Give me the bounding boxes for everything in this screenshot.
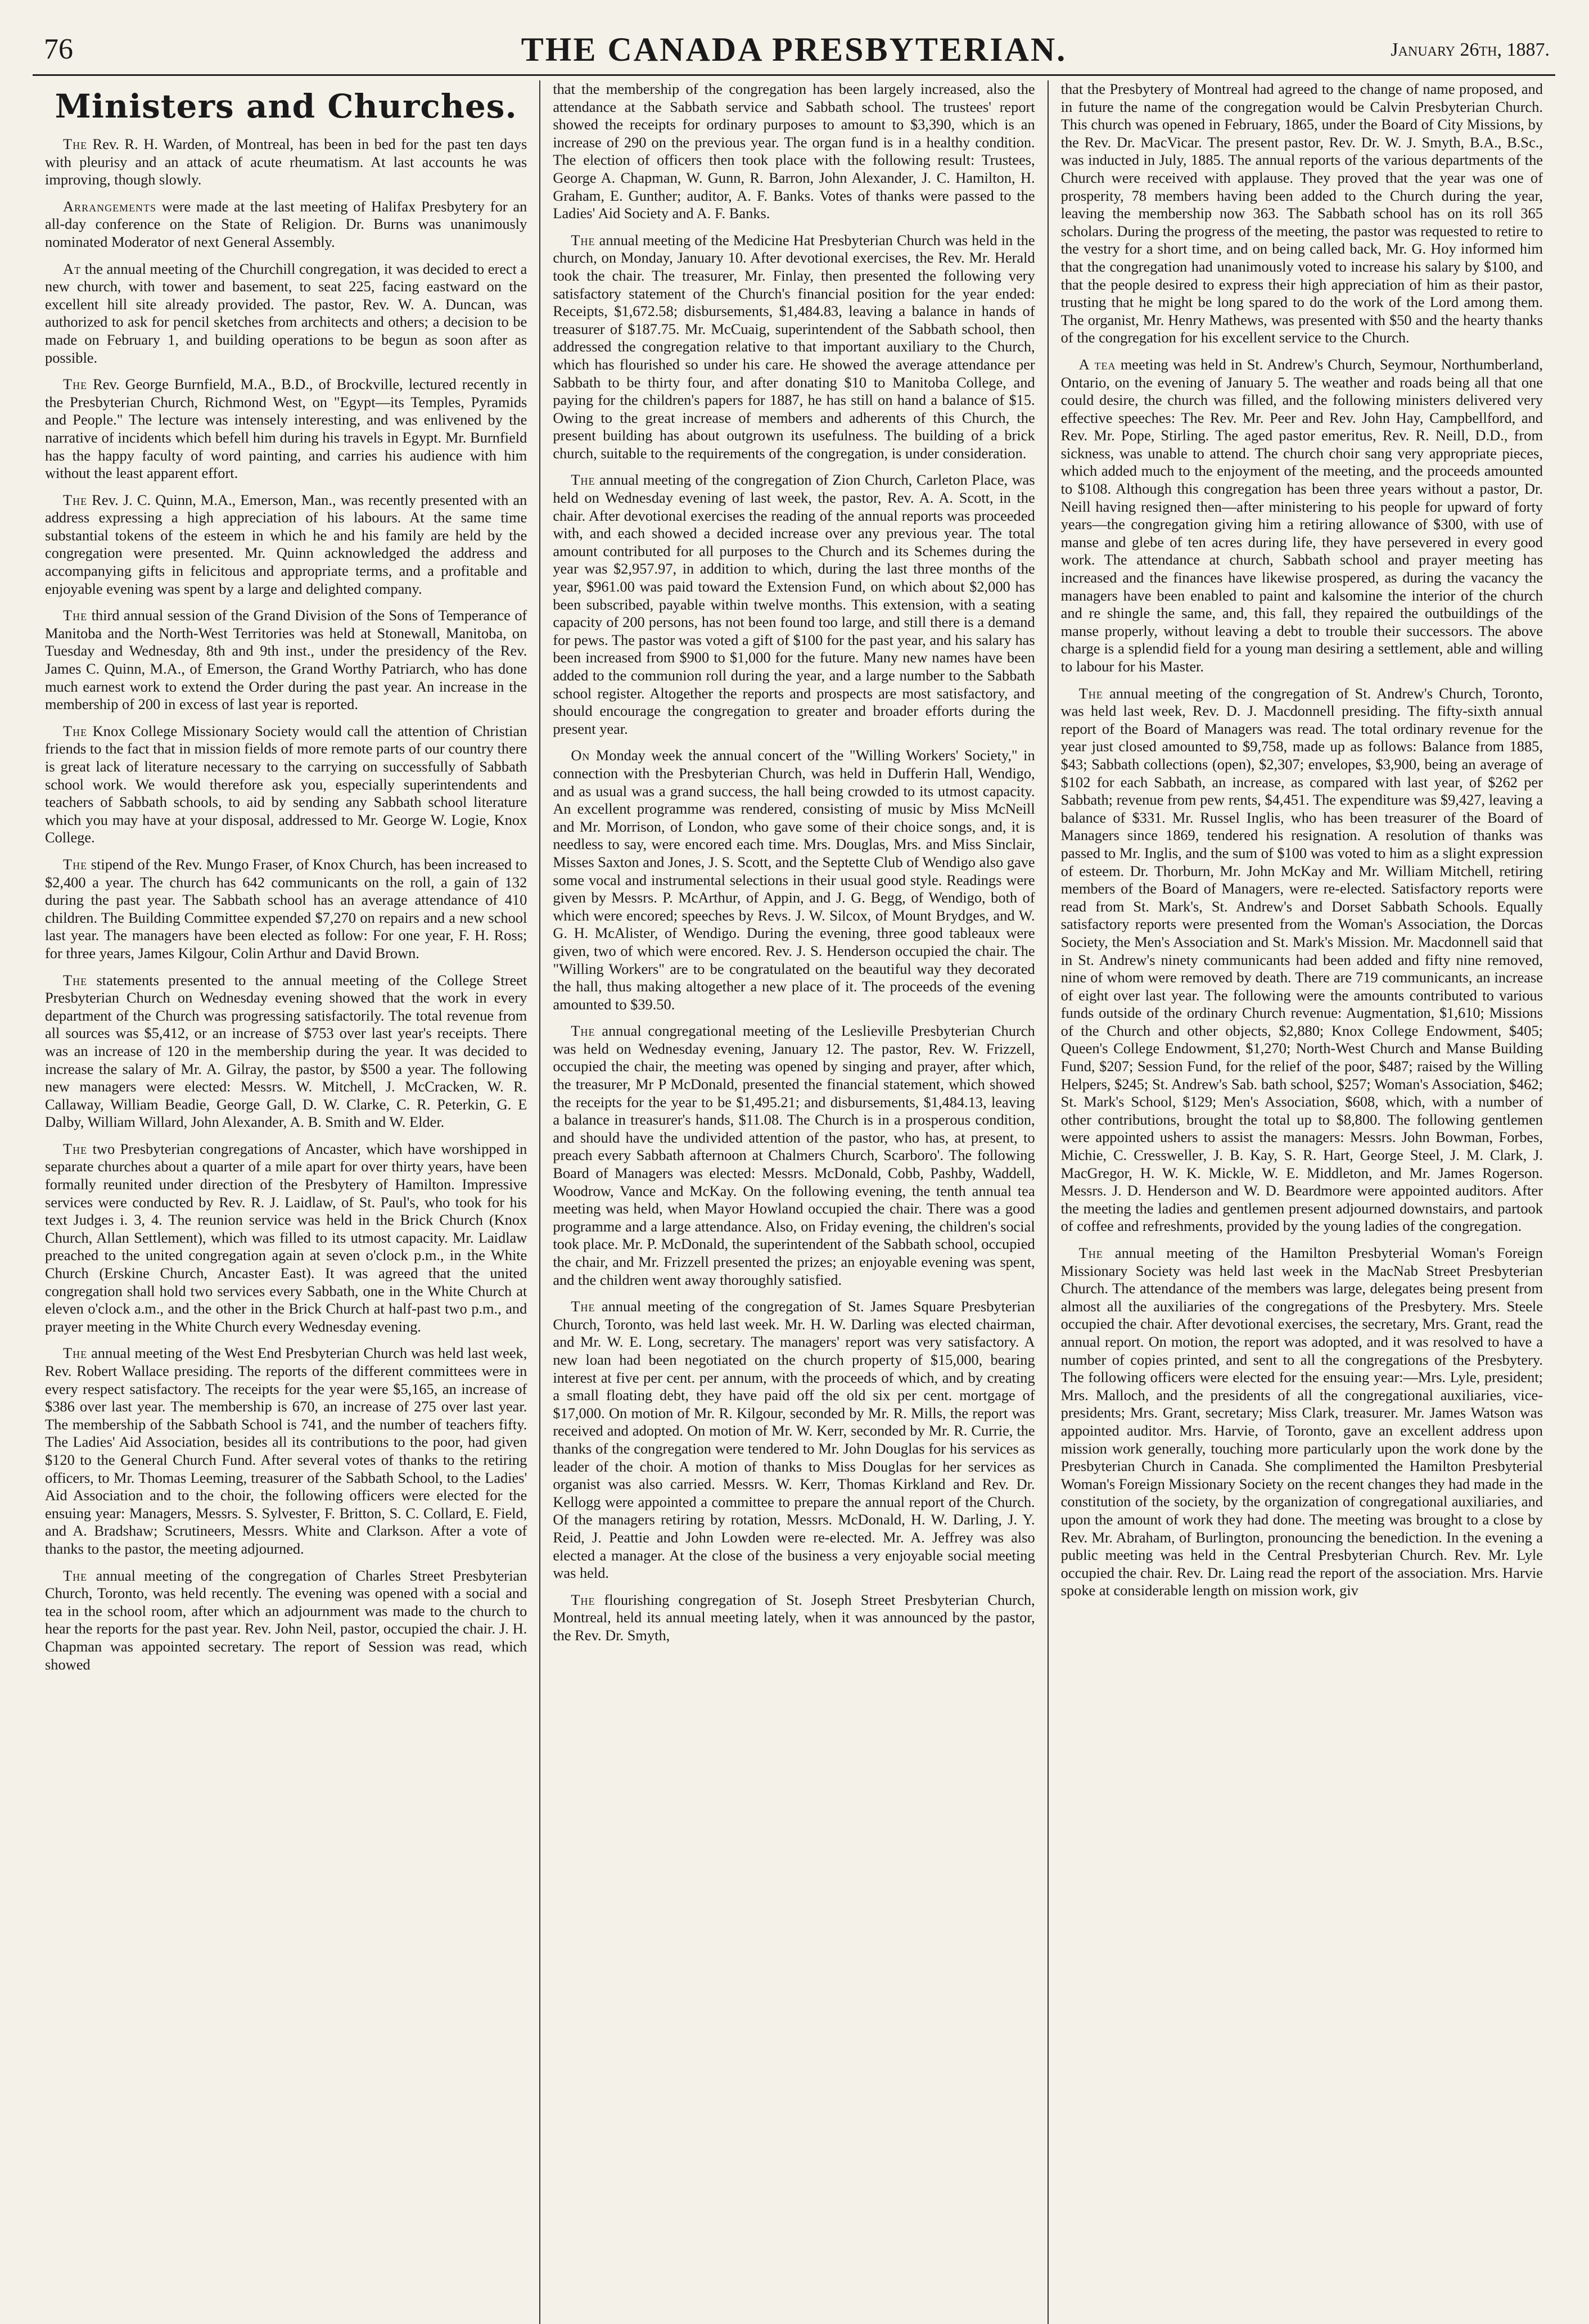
article-paragraph (45, 607, 527, 714)
masthead (33, 22, 1555, 76)
paragraph-lead-word: The (571, 231, 595, 249)
article-paragraph (1061, 1244, 1543, 1600)
article-paragraph (45, 1344, 527, 1558)
article-paragraph (45, 491, 527, 598)
article-columns (33, 80, 1555, 2324)
article-paragraph (553, 1591, 1035, 1645)
paragraph-text: third annual session of the Grand Division of the Sons of Temperance of Manitoba and the North-West Territories was held at Stonewall, Manitoba, on Tuesday and Wednesday, 8th and 9th inst., under the presidency of the Rev. James C. Quinn, M.A., of Emerson, the Grand Worthy Patriarch, who has done much earnest work to extend the Order during the past year. An increase in the membership of 200 in excess of last year is reported. (45, 607, 527, 713)
paragraph-lead-word: The (63, 376, 88, 393)
newspaper-title: THE CANADA PRESBYTERIAN. (521, 31, 1067, 68)
article-paragraph (45, 972, 527, 1131)
article-paragraph (553, 471, 1035, 738)
paragraph-text: annual congregational meeting of the Leslieville Presbyterian Church was held on Wednesday evening, January 12. The pastor, Rev. W. Frizzell, occupied the chair, the meeting was opened by singing and prayer, after which, the treasurer, Mr P McDonald, presented the financial statement, which showed the receipts for the year to be $1,495.21; and disbursements, $1,484.13, leaving a balance in treasurer's hands, $11.08. The Church is in a prosperous condition, and should have the undivided attention of the pastor, who has, at present, to preach every Sabbath afternoon at Chalmers Church, Scarboro'. The following Board of Managers was elected: Messrs. McDonald, Cobb, Pashby, Waddell, Woodrow, Vance and McKay. On the following evening, the tenth annual tea meeting was held, when Mayor Howland occupied the chair. There was a good programme and a large attendance. Also, on Friday evening, the children's social took place. Mr. P. McDonald, the superintendent of the Sabbath school, occupied the chair, and Mr. Frizzell presented the prizes; an enjoyable evening was spent, and the children went away thoroughly satisfied. (553, 1022, 1035, 1288)
article-paragraph (45, 198, 527, 251)
paragraph-lead-word: Arrangements (63, 197, 157, 215)
paragraph-lead-word: The (63, 136, 88, 152)
paragraph-text: were made at the last meeting of Halifax Presbytery for an all-day conference on the State of Religion. Dr. Burns was unanimously nominated Moderator of next General Assembly. (45, 197, 527, 250)
article-paragraph (45, 136, 527, 189)
paragraph-text: stipend of the Rev. Mungo Fraser, of Knox Church, has been increased to $2,400 a year. The church has 642 communicants on the roll, a gain of 132 during the past year. The Sabbath school has an average attendance of 410 children. The Building Committee expended $7,270 on repairs and a new school last year. The managers have been elected as follow: For one year, F. H. Ross; for three years, James Kilgour, Colin Arthur and David Brown. (45, 855, 527, 962)
paragraph-lead-word: The (63, 971, 88, 989)
column-2 (539, 80, 1047, 2324)
paragraph-text: two Presbyterian congregations of Ancaster, which have worshipped in separate churches about a quarter of a mile apart for over thirty years, have been formally reunited under direction of the Presbytery of Hamilton. Impressive services were conducted by Rev. R. J. Laidlaw, of St. Paul's, who took for his text Judges i. 3, 4. The reunion service was held in the Brick Church (Knox Church, Allan Settlement), which was filled to its utmost capacity. Mr. Laidlaw preached to the united congregation again at seven o'clock p.m., in the White Church (Erskine Church, Ancaster East). It was agreed that the united congregation shall hold two services every Sabbath, one in the White Church at eleven o'clock a.m., and the other in the Brick Church at half-past two p.m., and prayer meeting in the White Church every Wednesday evening. (45, 1140, 527, 1335)
section-title: Ministers and Churches. (55, 87, 517, 125)
paragraph-text: Rev. J. C. Quinn, M.A., Emerson, Man., was recently presented with an address expressing a high appreciation of his labours. At the same time substantial tokens of the esteem in which he and his family are held by the congregation were presented. Mr. Quinn acknowledged the address and accompanying gifts in felicitous and appropriate terms, and a profitable and enjoyable evening was spent by a large and delighted company. (45, 491, 527, 597)
paragraph-text: annual meeting of the congregation of St. James Square Presbyterian Church, Toronto, was held last week. Mr. H. W. Darling was elected chairman, and Mr. W. E. Long, secretary. The managers' report was very satisfactory. A new loan had been negotiated on the church property of $15,000, bearing interest at five per cent. per annum, with the proceeds of which, and by creating a small floating debt, they have paid off the old six per cent. mortgage of $17,000. On motion of Mr. R. Kilgour, seconded by Mr. R. Mills, the report was received and adopted. On motion of Mr. W. Kerr, seconded by Mr. R. Currie, the thanks of the congregation were tendered to Mr. John Douglas for his services as leader of the choir. A motion of thanks to Miss Douglas for her services as organist was also carried. Messrs. W. Kerr, Thomas Kirkland and Rev. Dr. Kellogg were appointed a committee to prepare the annual report of the Church. Of the managers retiring by rotation, Messrs. McDonald, H. W. Darling, J. Y. Reid, J. Peattie and John Lowden were re-elected. Mr. A. Jeffrey was also elected a manager. At the close of the business a very enjoyable social meeting was held. (553, 1298, 1035, 1582)
column-3 (1048, 80, 1555, 2324)
paragraph-text: annual meeting of the West End Presbyterian Church was held last week, Rev. Robert Wallace presiding. The reports of the different committees were in every respect satisfactory. The receipts for the year were $5,165, an increase of $386 over last year. The membership is 670, an increase of 275 over last year. The membership of the Sabbath School is 741, and the number of teachers fifty. The Ladies' Aid Association, besides all its contributions to the poor, had given $120 to the General Church Fund. After several votes of thanks to the retiring officers, to Mr. Thomas Leeming, treasurer of the Sabbath School, to the Ladies' Aid Association and to the choir, the following officers were elected for the ensuing year: Managers, Messrs. S. Sylvester, F. Britton, S. C. Collard, E. Field, and A. Bradshaw; Scrutineers, Messrs. White and Clarkson. After a vote of thanks to the pastor, the meeting adjourned. (45, 1344, 527, 1557)
page-number: 76 (44, 33, 73, 65)
issue-date: January 26th, 1887. (1391, 39, 1550, 60)
article-paragraph (553, 1022, 1035, 1289)
paragraph-lead-word: The (63, 491, 88, 508)
article-paragraph (45, 723, 527, 847)
paragraph-lead-word: The (571, 471, 595, 489)
paragraph-lead-word: On (571, 747, 590, 764)
paragraph-text: annual meeting of the congregation of Zion Church, Carleton Place, was held on Wednesday evening of last week, the pastor, Rev. A. A. Scott, in the chair. After devotional exercises the reading of the annual reports was proceeded with, and each showed a decided increase over any previous year. The total amount contributed for all purposes to the Church and its Schemes during the year was $2,957.97, in addition to which, during the last three months of the year, $961.00 was paid toward the Extension Fund, on which about $2,000 has been subscribed, payable within twelve months. This extension, with a seating capacity of 200 persons, has not been found too large, and still there is a demand for pews. The pastor was voted a gift of $100 for the past year, and his salary has been increased from $900 to $1,000 for the future. Many new names have been added to the communion roll during the year, and a large number to the Sabbath school register. Altogether the reports and prospects are most satisfactory, and should encourage the congregation to greater and broader efforts during the present year. (553, 471, 1035, 737)
paragraph-lead-word: The (63, 855, 88, 873)
article-paragraph (553, 747, 1035, 1013)
paragraph-text: flourishing congregation of St. Joseph Street Presbyterian Church, Montreal, held its annual meeting lately, when it was announced by the pastor, the Rev. Dr. Smyth, (553, 1591, 1035, 1644)
paragraph-text: Monday week the annual concert of the "Willing Workers' Society," in connection with the Presbyterian Church, was held in Dufferin Hall, Wendigo, and as usual was a grand success, the hall being crowded to its utmost capacity. An excellent programme was rendered, consisting of music by Miss McNeill and Mr. Morrison, of London, who gave some of their choice songs, and, it is needless to say, were encored each time. Mrs. Douglas, Mrs. and Miss Sinclair, Misses Saxton and Jones, J. S. Scott, and the Septette Club of Wendigo also gave some vocal and instrumental selections in their usual good style. Readings were given by Messrs. P. McArthur, of Appin, and J. G. Begg, of Wendigo, both of which were encored; speeches by Revs. J. W. Silcox, of Mount Brydges, and W. G. H. McAlister, of Wendigo. During the evening, three good tableaux were given, two of which were encored. Rev. J. S. Henderson occupied the chair. The "Willing Workers" are to be congratulated on the beautiful way they decorated the hall, thus making altogether a new place of it. The proceeds of the evening amounted to $39.50. (553, 747, 1035, 1013)
column-1 (33, 80, 539, 2324)
paragraph-lead-word: The (571, 1022, 595, 1040)
article-paragraph (45, 1567, 527, 1674)
paragraph-text: that the Presbytery of Montreal had agreed to the change of name proposed, and in future the name of the congregation would be Calvin Presbyterian Church. This church was opened in February, 1865, under the Board of City Missions, by the Rev. Dr. MacVicar. The present pastor, Rev. Dr. W. J. Smyth, B.A., B.Sc., was inducted in July, 1885. The annual reports of the various departments of the Church were received with applause. They proved that the year was one of prosperity, 78 members having been added to the Church during the year, leaving the membership now 363. The Sabbath school has on its roll 365 scholars. During the progress of the meeting, the pastor was requested to retire to the vestry for a short time, and on being called back, Mr. G. Hoy informed him that the congregation had unanimously voted to increase his salary by $100, and that the people desired to express their high appreciation of him as their pastor, trusting that he might be long spared to do the work of the Lord among them. The organist, Mr. Henry Mathews, was presented with $50 and the hearty thanks of the congregation for his excellent service to the Church. (1060, 80, 1543, 346)
article-paragraph (1061, 685, 1543, 1235)
paragraph-text: meeting was held in St. Andrew's Church, Seymour, Northumberland, Ontario, on the evening of January 5. The weather and roads being all that one could desire, the church was filled, and the following ministers delivered very effective speeches: The Rev. Mr. Peer and Rev. John Hay, Campbellford, and Rev. Mr. Pope, Stirling. The aged pastor emeritus, Rev. R. Neill, D.D., from sickness, was unable to attend. The church choir sang very appropriate pieces, which added much to the enjoyment of the meeting, and the proceeds amounted to $108. Although this congregation has been three years without a pastor, Dr. Neill having resigned then—after ministering to his people for upward of forty years—the congregation giving him a retiring allowance of $300, with use of manse and glebe of ten acres during life, they have persevered in every good work. The attendance at church, Sabbath school and prayer meeting has increased and the finances have likewise prospered, as during the vacancy the managers have been enabled to paint and kalsomine the interior of the church and re shingle the same, and, this fall, they repaired the outbuildings of the manse properly, without leaving a debt to trouble their successors. The above charge is a splendid field for a young man desiring a settlement, able and willing to labour for his Master. (1060, 355, 1543, 675)
paragraph-text: that the membership of the congregation has been largely increased, also the attendance at the Sabbath service and Sabbath school. The trustees' report showed the receipts for ordinary purposes to amount to $3,390, which is an increase of 290 on the previous year. The organ fund is in a healthy condition. The election of officers then took place with the following result: Trustees, George A. Chapman, W. Gunn, R. Barron, John Alexander, J. C. Hamilton, H. Graham, E. Gunther; auditor, A. F. Banks. Votes of thanks were passed to the Ladies' Aid Society and A. F. Banks. (553, 80, 1035, 222)
article-paragraph (553, 232, 1035, 463)
paragraph-lead-word: The (1078, 684, 1103, 702)
article-paragraph (45, 260, 527, 367)
paragraph-text: Rev. George Burnfield, M.A., B.D., of Brockville, lectured recently in the Presbyterian Church, Richmond West, on "Egypt—its Temples, Pyramids and People." The lecture was intensely interesting, and was enlivened by the narrative of incidents which befell him during his travels in Egypt. Mr. Burnfield has the happy faculty of word painting, and carries his audience with him without the least apparent effort. (45, 376, 527, 482)
paragraph-text: statements presented to the annual meeting of the College Street Presbyterian Church on Wednesday evening showed that the work in every department of the Church was progressing satisfactorily. The total revenue from all sources was $5,412, or an increase of $753 over last year's receipts. There was an increase of 120 in the membership during the year. It was decided to increase the salary of Mr. A. Gilray, the pastor, by $500 a year. The following new managers were elected: Messrs. W. Mitchell, J. McCracken, W. R. Callaway, William Beadie, George Gall, D. W. Clarke, C. R. Peterkin, G. E Dalby, William Willard, John Alexander, A. B. Smith and W. Elder. (45, 971, 527, 1131)
article-paragraph (553, 1298, 1035, 1582)
article-paragraph (553, 80, 1035, 223)
article-paragraph (45, 376, 527, 482)
paragraph-text: the annual meeting of the Churchill congregation, it was decided to erect a new church, with tower and basement, to seat 225, facing eastward on the excellent hill site already provided. The pastor, Rev. W. A. Duncan, was authorized to ask for pencil sketches from architects and others; a decision to be made on February 1, and building operations to be begun as soon after as possible. (45, 260, 527, 366)
paragraph-text: Rev. R. H. Warden, of Montreal, has been in bed for the past ten days with pleurisy and an attack of acute rheumatism. At last accounts he was improving, though slowly. (45, 136, 527, 188)
paragraph-lead-word: The (63, 722, 88, 739)
paragraph-lead-word: A tea (1078, 355, 1116, 373)
paragraph-lead-word: At (63, 260, 82, 277)
paragraph-lead-word: The (63, 1344, 88, 1362)
paragraph-lead-word: The (571, 1591, 595, 1608)
paragraph-text: annual meeting of the congregation of St. Andrew's Church, Toronto, was held last week, Rev. D. J. Macdonnell presiding. The fifty-sixth annual report of the Board of Managers was read. The total ordinary revenue for the year just closed amounted to $9,758, made up as follows: Balance from 1885, $43; Sabbath collections (open), $2,307; envelopes, $3,900, being an average of $102 for each Sabbath, an increase, as compared with last year, of $262 per Sabbath; revenue from pew rents, $4,451. The expenditure was $9,427, leaving a balance of $331. Mr. Russel Inglis, who has been treasurer of the Board of Managers since 1869, tendered his resignation. A resolution of thanks was passed to Mr. Inglis, and the sum of $100 was voted to him as a slight expression of esteem. Dr. Thorburn, Mr. John McKay and Mr. William Mitchell, retiring members of the Board of Managers, were re-elected. Satisfactory reports were read from St. Mark's, St. Andrew's and Dorset Sabbath Schools. Equally satisfactory reports were presented from the Woman's Association, the Dorcas Society, the Men's Association and St. Mark's Mission. Mr. Macdonnell said that in St. Andrew's ninety communicants had been added and fifty nine removed, nine of whom were removed by death. There are 719 communicants, an increase of eight over last year. The following were the amounts contributed to various funds outside of the ordinary Church revenue: Augmentation, $1,610; Missions of the Church and other objects, $2,880; Knox College Endowment, $405; Queen's College Endowment, $1,270; North-West Church and Manse Building Fund, $207; Session Fund, for the relief of the poor, $487; raised by the Willing Helpers, $245; St. Andrew's Sab. bath school, $257; Woman's Association, $462; St. Mark's School, $129; Men's Association, $608, which, with a number of other contributions, brought the total up to $8,800. The following gentlemen were appointed ushers to assist the managers: Messrs. John Bowman, Forbes, Michie, C. Cressweller, J. B. Kay, S. R. Hart, George Steel, J. M. Clark, J. MacGregor, H. W. K. Mickle, W. E. Middleton, and Mr. James Rogerson. Messrs. J. D. Henderson and W. D. Beardmore were appointed auditors. After the meeting the ladies and gentlemen present adjourned downstairs, and partook of coffee and refreshments, provided by the young ladies of the congregation. (1060, 684, 1543, 1235)
paragraph-text: annual meeting of the Hamilton Presbyterial Woman's Foreign Missionary Society was held last week in the MacNab Street Presbyterian Church. The attendance of the members was large, delegates being present from almost all the auxiliaries of the congregations of the Presbytery. Mrs. Steele occupied the chair. After devotional exercises, the secretary, Mrs. Grant, read the annual report. On motion, the report was adopted, and it was resolved to have a number of copies printed, and sent to all the congregations of the Presbytery. The following officers were elected for the ensuing year:—Mrs. Lyle, president; Mrs. Malloch, and the presidents of all the congregational auxiliaries, vice-presidents; Mrs. Grant, secretary; Miss Clark, treasurer. Mr. James Watson was appointed auditor. Mrs. Harvie, of Toronto, gave an excellent address upon mission work generally, touching more particularly upon the work done by the Presbyterian Church in Canada. She complimented the Hamilton Presbyterial Woman's Foreign Missionary Society on the recent changes they had made in the constitution of the society, by the organization of congregational auxiliaries, and upon the amount of work they had done. The meeting was brought to a close by Rev. Mr. Abraham, of Burlington, pronouncing the benediction. In the evening a public meeting was held in the Central Presbyterian Church. Rev. Mr. Lyle occupied the chair. Rev. Dr. Laing read the report of the association. Mrs. Harvie spoke at considerable length on mission work, giv (1060, 1244, 1543, 1599)
paragraph-text: Knox College Missionary Society would call the attention of Christian friends to the fact that in mission fields of more remote parts of our country there is great lack of literature necessary to the carrying on successfully of Sabbath school work. We would therefore ask you, especially superintendents and teachers of Sabbath schools, to aid by sending any Sabbath school literature which you may have at your disposal, addressed to Mr. George W. Logie, Knox College. (45, 722, 527, 846)
article-paragraph (45, 856, 527, 963)
paragraph-lead-word: The (1078, 1244, 1103, 1261)
article-paragraph (45, 1140, 527, 1336)
article-paragraph (1061, 356, 1543, 676)
paragraph-lead-word: The (571, 1298, 595, 1315)
paragraph-lead-word: The (63, 1567, 88, 1584)
paragraph-text: annual meeting of the Medicine Hat Presbyterian Church was held in the church, on Monday, January 10. After devotional exercises, the Rev. Mr. Herald took the chair. The treasurer, Mr. Finlay, then presented the following very satisfactory statement of the Church's financial position for the year ended: Receipts, $1,672.58; disbursements, $1,484.83, leaving a balance in hands of treasurer of $187.75. Mr. McCuaig, superintendent of the Sabbath school, then addressed the congregation relative to that important auxiliary to the Church, which has flourished so under his care. He showed the average attendance per Sabbath to be thirty four, and after donating $10 to Manitoba College, and paying for the children's papers for 1887, he has still on hand a balance of $15. Owing to the great increase of members and adherents of this Church, the present building has about outgrown its usefulness. The building of a brick church, suitable to the requirements of the congregation, is under consideration. (553, 231, 1035, 462)
paragraph-lead-word: The (63, 1140, 88, 1157)
paragraph-text: annual meeting of the congregation of Charles Street Presbyterian Church, Toronto, was held recently. The evening was opened with a social and tea in the school room, after which an adjournment was made to the church to hear the reports for the past year. Rev. John Neil, pastor, occupied the chair. J. H. Chapman was appointed secretary. The report of Session was read, which showed (45, 1567, 527, 1673)
paragraph-lead-word: The (63, 607, 88, 624)
article-paragraph (1061, 80, 1543, 347)
